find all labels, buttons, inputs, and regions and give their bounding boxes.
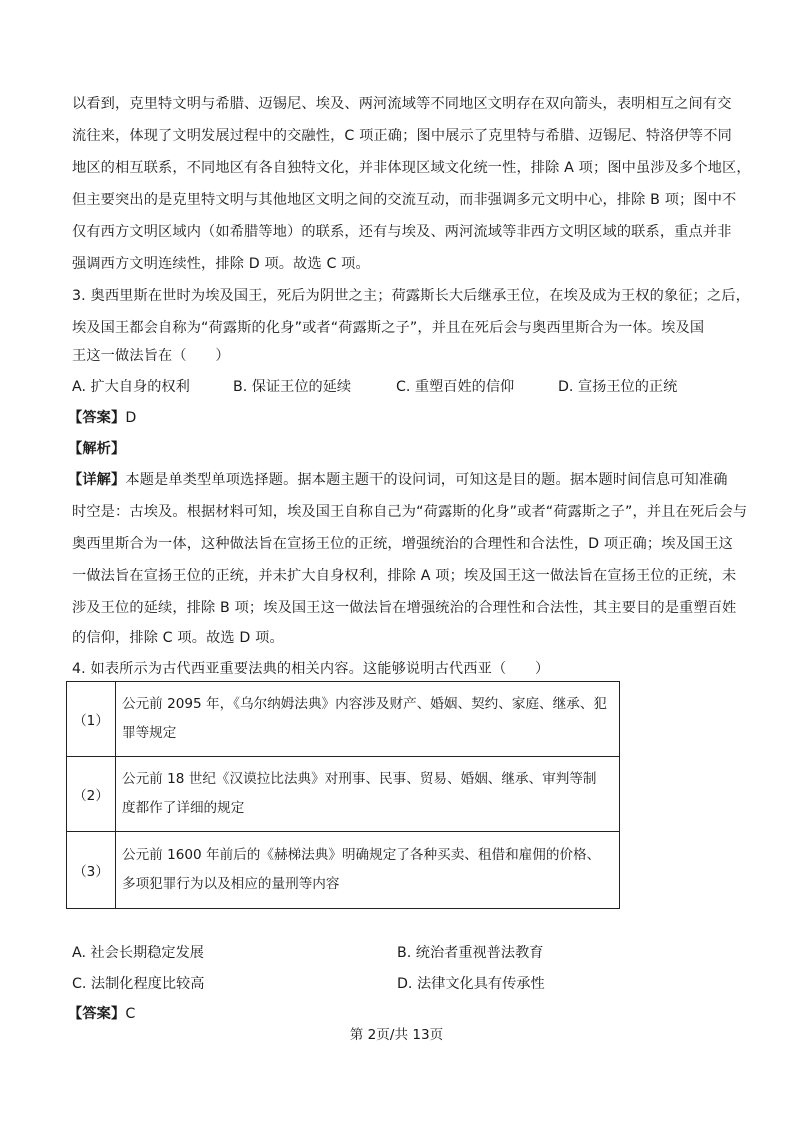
analysis-line: 强调西方文明连续性，排除 D 项。故选 C 项。 [72, 256, 370, 272]
q3-analysis-heading [68, 439, 125, 459]
q3-option-a: A. 扩大自身的权利 [72, 379, 190, 395]
question-3-stem: 3. 奥西里斯在世时为埃及国王，死后为阴世之主；荷露斯长大后继承王位，在埃及成为王权的象征；之后， [72, 288, 751, 304]
analysis-line: 流往来，体现了文明发展过程中的交融性，C 项正确；图中展示了克里特与希腊、迈锡尼、特洛伊等不同 [72, 128, 732, 144]
q3-detail-line: 奥西里斯合为一体，这种做法旨在宣扬王位的正统，增强统治的合理性和合法性，D 项正确；埃及国王这 [72, 536, 733, 552]
row-text-line: 公元前 18 世纪《汉谟拉比法典》对刑事、民事、贸易、婚姻、继承、审判等制 [122, 771, 597, 787]
detail-tag: 【详解】 [68, 472, 126, 488]
q3-option-c: C. 重塑百姓的信仰 [396, 379, 515, 395]
row-text-line: 公元前 1600 年前后的《赫梯法典》明确规定了各种买卖、租借和雇佣的价格、 [122, 847, 601, 863]
row-number: （2） [67, 757, 116, 832]
row-content [116, 757, 620, 832]
q3-detail-line: 时空是：古埃及。根据材料可知，埃及国王自称自己为“荷露斯的化身”或者“荷露斯之子”，并且在死后会与 [72, 504, 748, 520]
analysis-tag: 【解析】 [68, 441, 126, 457]
q3-detail-line: 涉及王位的延续，排除 B 项；埃及国王这一做法旨在增强统治的合理性和合法性，其主要目的是重塑百姓 [72, 600, 737, 616]
row-content [116, 682, 620, 757]
q3-answer [68, 408, 136, 428]
answer-value: D [125, 410, 137, 426]
law-code-table [66, 681, 620, 909]
analysis-line: 地区的相互联系，不同地区有各自独特文化，并非体现区域文化统一性，排除 A 项；图中虽涉及多个地区， [72, 160, 751, 176]
q3-option-b: B. 保证王位的延续 [233, 379, 352, 395]
table-row [67, 757, 620, 832]
answer-value: C [125, 1006, 136, 1022]
q4-option-d: D. 法律文化具有传承性 [397, 976, 545, 992]
q3-detail-line [68, 470, 728, 490]
row-text-line: 多项犯罪行为以及相应的量刑等内容 [122, 876, 340, 892]
q3-option-d: D. 宣扬王位的正统 [558, 379, 678, 395]
question-3-stem: 埃及国王都会自称为“荷露斯的化身”或者“荷露斯之子”，并且在死后会与奥西里斯合为一体。埃及国 [72, 320, 705, 336]
row-number: （1） [67, 682, 116, 757]
row-text-line: 罪等规定 [122, 725, 177, 741]
page-number-footer: 第 2页/共 13页 [349, 1027, 444, 1043]
answer-tag: 【答案】 [68, 1006, 126, 1022]
q4-option-b: B. 统治者重视普法教育 [397, 945, 544, 961]
q4-answer [68, 1004, 135, 1024]
row-number: （3） [67, 832, 116, 909]
row-text-line: 公元前 2095 年，《乌尔纳姆法典》内容涉及财产、婚姻、契约、家庭、继承、犯 [122, 696, 608, 712]
table-row [67, 682, 620, 757]
detail-text: 本题是单类型单项选择题。据本题主题干的设问词，可知这是目的题。据本题时间信息可知准确 [125, 472, 728, 488]
question-4-stem: 4. 如表所示为古代西亚重要法典的相关内容。这能够说明古代西亚（ ） [72, 661, 550, 677]
row-content [116, 832, 620, 909]
q4-option-c: C. 法制化程度比较高 [72, 976, 205, 992]
row-text-line: 度都作了详细的规定 [122, 800, 245, 816]
answer-tag: 【答案】 [68, 410, 126, 426]
q3-detail-line: 的信仰，排除 C 项。故选 D 项。 [72, 630, 284, 646]
table-row [67, 832, 620, 909]
analysis-line: 以看到，克里特文明与希腊、迈锡尼、埃及、两河流域等不同地区文明存在双向箭头，表明相互之间有交 [72, 96, 732, 112]
analysis-line: 仅有西方文明区域内（如希腊等地）的联系，还有与埃及、两河流域等非西方文明区域的联系，重点并非 [72, 224, 732, 240]
q4-option-a: A. 社会长期稳定发展 [72, 945, 204, 961]
analysis-line: 但主要突出的是克里特文明与其他地区文明之间的交流互动，而非强调多元文明中心，排除 B 项；图中不 [72, 192, 737, 208]
q3-detail-line: 一做法旨在宣扬王位的正统，并未扩大自身权利，排除 A 项；埃及国王这一做法旨在宣扬王位的正统，未 [72, 568, 737, 584]
question-3-stem: 王这一做法旨在（ ） [72, 348, 230, 364]
